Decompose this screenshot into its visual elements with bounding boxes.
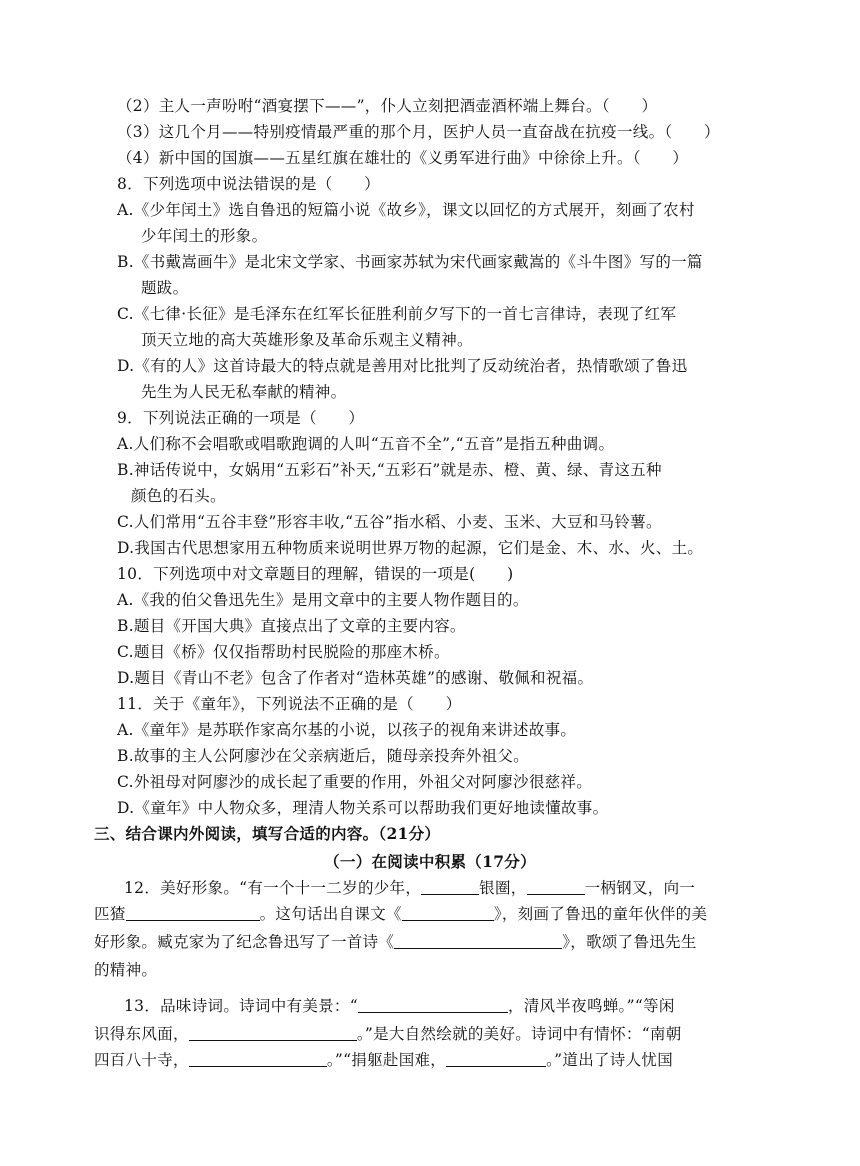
q12-blank-2[interactable] xyxy=(527,878,585,895)
q12-line-4: 的精神。 xyxy=(94,961,158,979)
q13-text: 识得东风面， xyxy=(94,1025,189,1043)
q12-text: 》，歌颂了鲁迅先生 xyxy=(562,933,697,951)
q12-line-2 xyxy=(94,902,707,926)
q11-option-a: A.《童年》是苏联作家高尔基的小说，以孩子的视角来讲述故事。 xyxy=(117,721,577,739)
q13-line-3 xyxy=(94,1048,673,1072)
q9-option-a: A.人们称不会唱歌或唱歌跑调的人叫“五音不全”,“五音”是指五种曲调。 xyxy=(117,435,615,453)
q11-stem: 11．关于《童年》，下列说法不正确的是（ ） xyxy=(117,695,462,713)
q9-option-b-cont: 颜色的石头。 xyxy=(131,487,226,505)
q8-option-d: D.《有的人》这首诗最大的特点就是善用对比批判了反动统治者，热情歌颂了鲁迅 xyxy=(117,357,688,375)
q10-option-a: A.《我的伯父鲁迅先生》是用文章中的主要人物作题目的。 xyxy=(117,591,529,609)
q13-text: ，清风半夜鸣蝉。”“等闲 xyxy=(507,997,675,1015)
q13-blank-2[interactable] xyxy=(189,1024,357,1041)
q7-item-3: （3）这几个月——特别疫情最严重的那个月，医护人员一直奋战在抗疫一线。（ ） xyxy=(117,123,720,141)
q8-option-a-cont: 少年闰土的形象。 xyxy=(141,227,268,245)
q12-text: 》，刻画了鲁迅的童年伙伴的美 xyxy=(493,905,708,923)
q12-blank-3[interactable] xyxy=(126,904,260,921)
q13-text: 。”是大自然绘就的美好。诗词中有情怀：“南朝 xyxy=(356,1025,682,1043)
q10-option-c: C.题目《桥》仅仅指帮助村民脱险的那座木桥。 xyxy=(117,643,450,661)
section-3-subtitle: （一）在阅读中积累（17分） xyxy=(324,852,536,871)
q13-line-1 xyxy=(124,994,675,1018)
q12-text: 12．美好形象。“有一个十一二岁的少年， xyxy=(124,879,422,897)
q13-blank-3[interactable] xyxy=(189,1050,327,1067)
q9-option-c: C.人们常用“五谷丰登”形容丰收,“五谷”指水稻、小麦、玉米、大豆和马铃薯。 xyxy=(117,513,662,531)
q10-option-d: D.题目《青山不老》包含了作者对“造林英雄”的感谢、敬佩和祝福。 xyxy=(117,669,594,687)
q7-item-4: （4）新中国的国旗——五星红旗在雄壮的《义勇军进行曲》中徐徐上升。（ ） xyxy=(117,149,689,167)
q12-blank-4[interactable] xyxy=(402,904,494,921)
q13-blank-1[interactable] xyxy=(358,996,508,1013)
q13-text: 13．品味诗词。诗词中有美景：“ xyxy=(124,997,358,1015)
q12-blank-1[interactable] xyxy=(421,878,479,895)
q9-stem: 9．下列说法正确的一项是（ ） xyxy=(117,409,365,427)
q12-text: 一柄钢叉，向一 xyxy=(584,879,696,897)
q8-option-c: C.《七律·长征》是毛泽东在红军长征胜利前夕写下的一首七言律诗，表现了红军 xyxy=(117,305,677,323)
q8-option-b-cont: 题跋。 xyxy=(141,279,189,297)
q11-option-c: C.外祖母对阿廖沙的成长起了重要的作用，外祖父对阿廖沙很慈祥。 xyxy=(117,773,593,791)
q13-blank-4[interactable] xyxy=(446,1050,546,1067)
q12-line-3 xyxy=(94,930,697,954)
q11-option-d: D.《童年》中人物众多，理清人物关系可以帮助我们更好地读懂故事。 xyxy=(117,799,609,817)
section-3-title: 三、结合课内外阅读，填写合适的内容。（21分） xyxy=(94,824,441,843)
q13-line-2 xyxy=(94,1022,682,1046)
q12-text: 银圈， xyxy=(479,879,527,897)
q12-blank-5[interactable] xyxy=(394,932,562,949)
q10-option-b: B.题目《开国大典》直接点出了文章的主要内容。 xyxy=(117,617,466,635)
q11-option-b: B.故事的主人公阿廖沙在父亲病逝后，随母亲投奔外祖父。 xyxy=(117,747,529,765)
q12-text: 。这句话出自课文《 xyxy=(259,905,402,923)
q13-text: 。”道出了诗人忧国 xyxy=(546,1051,673,1069)
q8-option-c-cont: 顶天立地的高大英雄形象及革命乐观主义精神。 xyxy=(141,331,473,349)
q8-stem: 8．下列选项中说法错误的是（ ） xyxy=(117,175,380,193)
q9-option-d: D.我国古代思想家用五种物质来说明世界万物的起源，它们是金、木、水、火、土。 xyxy=(117,539,704,557)
q8-option-a: A.《少年闰土》选自鲁迅的短篇小说《故乡》，课文以回忆的方式展开，刻画了农村 xyxy=(117,201,695,219)
q8-option-b: B.《书戴嵩画牛》是北宋文学家、书画家苏轼为宋代画家戴嵩的《斗牛图》写的一篇 xyxy=(117,253,703,271)
q12-text: 好形象。臧克家为了纪念鲁迅写了一首诗《 xyxy=(94,933,395,951)
q12-line-1 xyxy=(124,876,695,900)
q8-option-d-cont: 先生为人民无私奉献的精神。 xyxy=(141,383,347,401)
q13-text: 四百八十寺， xyxy=(94,1051,189,1069)
q13-text: 。”“捐躯赴国难， xyxy=(326,1051,447,1069)
q10-stem: 10．下列选项中对文章题目的理解，错误的一项是( ) xyxy=(117,565,514,583)
q7-item-2: （2）主人一声吩咐“酒宴摆下——”，仆人立刻把酒壶酒杯端上舞台。（ ） xyxy=(117,97,658,115)
q9-option-b: B.神话传说中，女娲用“五彩石”补天,“五彩石”就是赤、橙、黄、绿、青这五种 xyxy=(117,461,662,479)
q12-text: 匹猹 xyxy=(94,905,126,923)
